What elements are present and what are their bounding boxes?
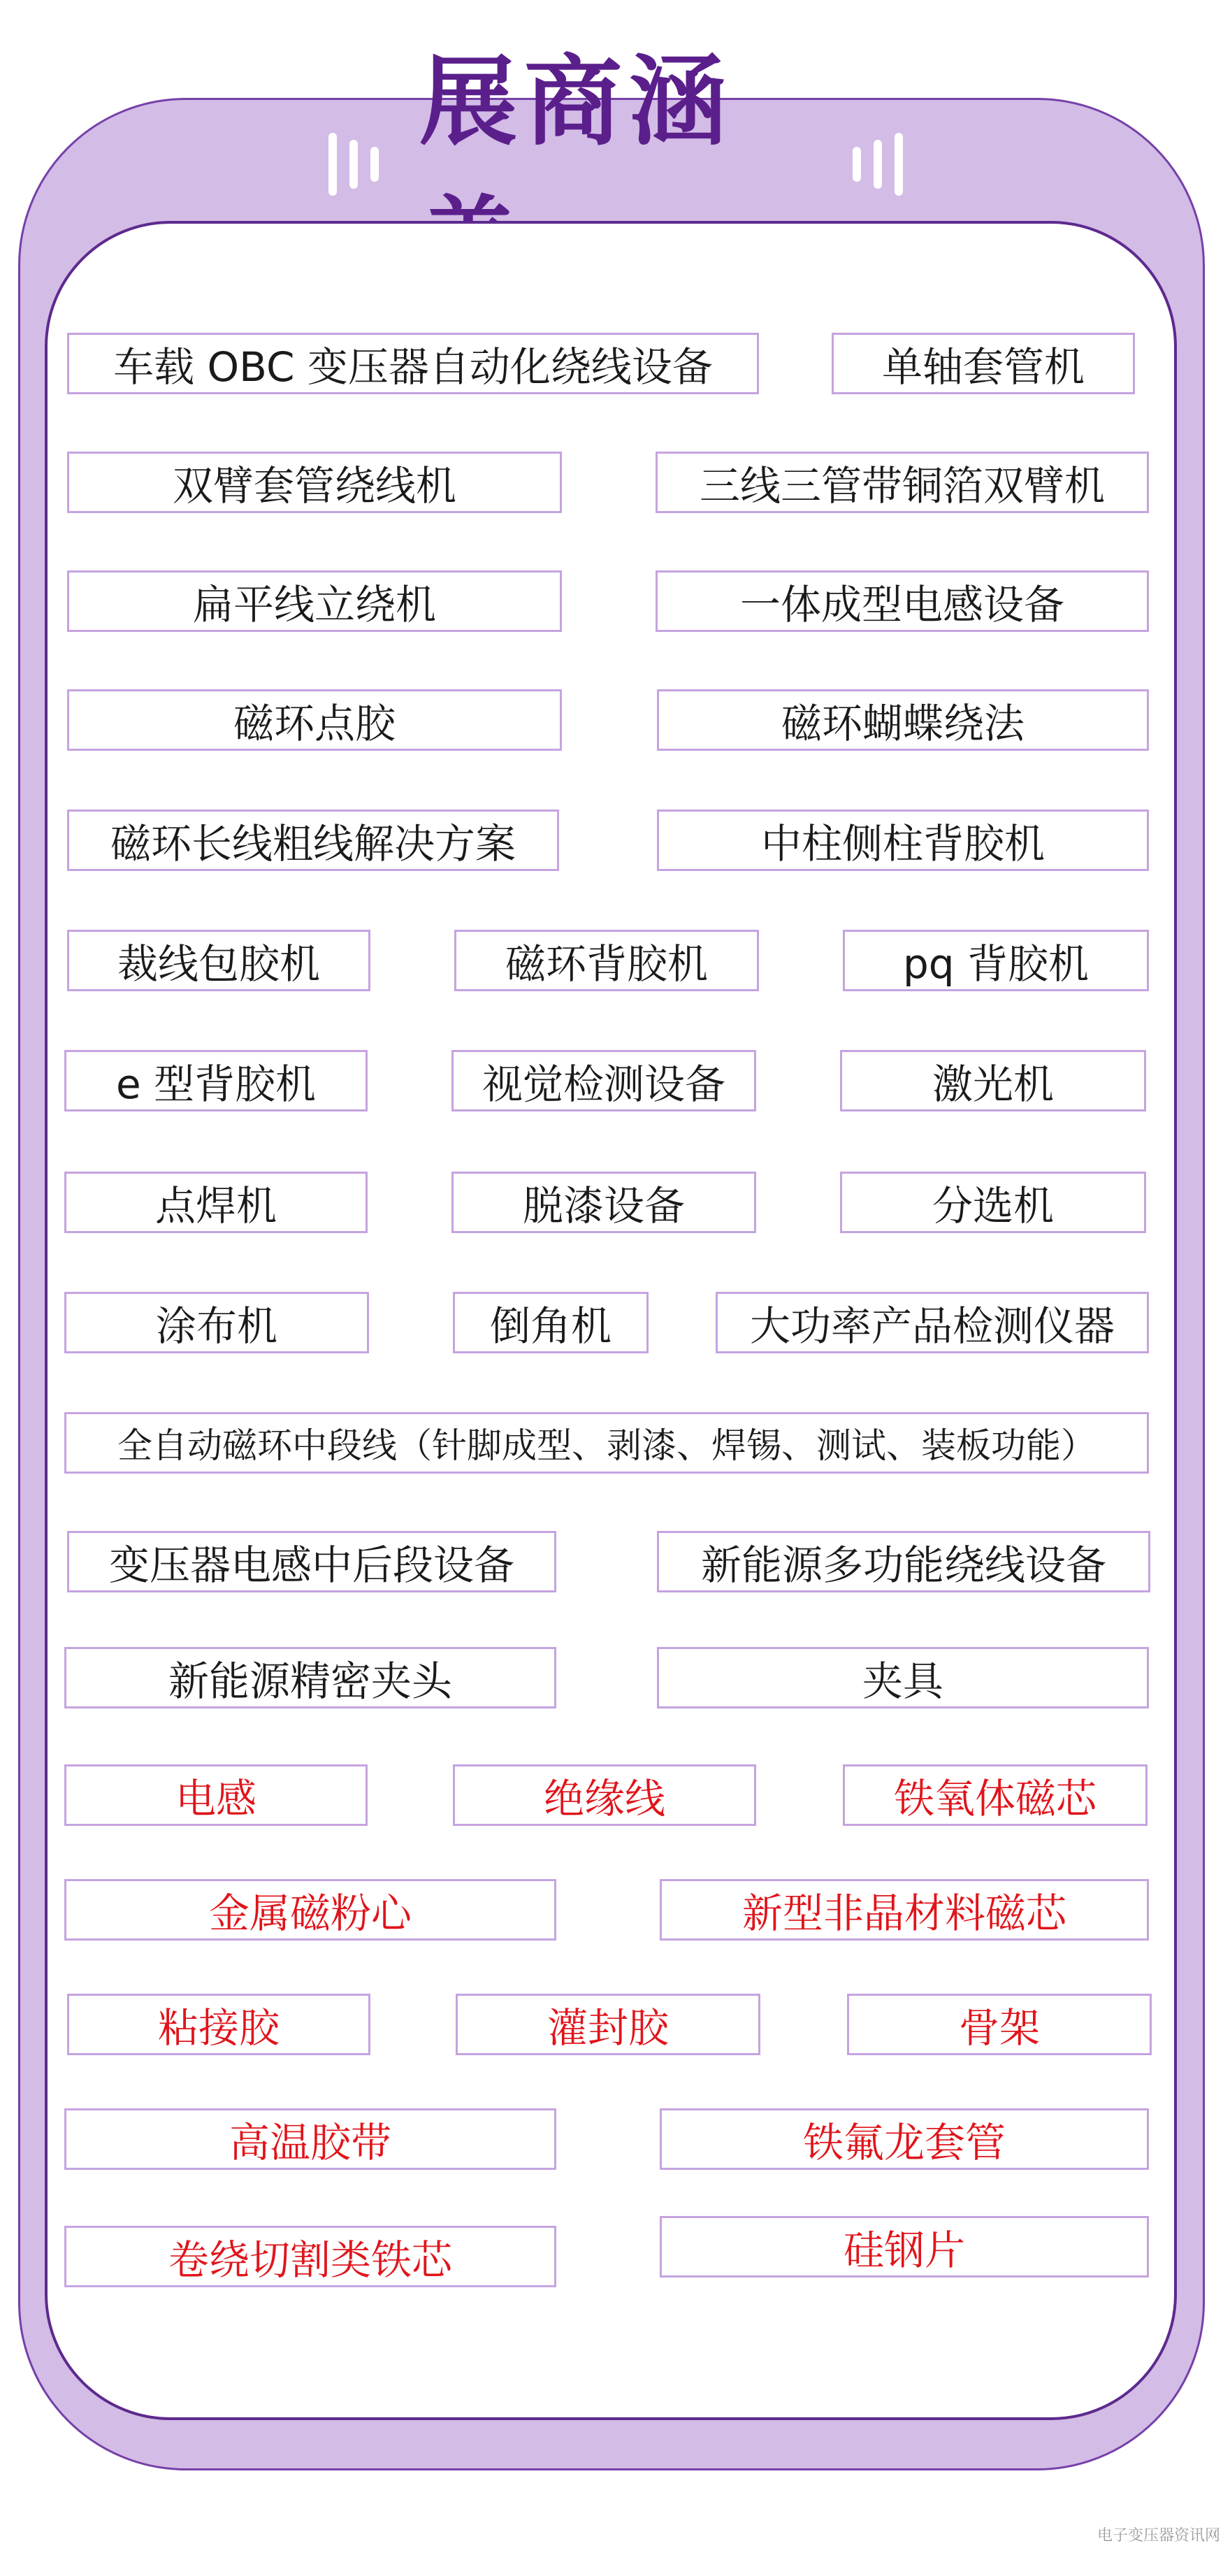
exhibit-tag: 一体成型电感设备 (656, 570, 1149, 632)
material-tag: 高温胶带 (64, 2108, 556, 2170)
exhibit-tag: 全自动磁环中段线（针脚成型、剥漆、焊锡、测试、装板功能） (64, 1412, 1149, 1474)
exhibit-tag: 大功率产品检测仪器 (716, 1292, 1149, 1353)
exhibit-tag: 中柱侧柱背胶机 (657, 810, 1149, 871)
material-tag: 绝缘线 (453, 1764, 756, 1826)
title-decoration-left (328, 129, 379, 199)
material-tag: 卷绕切割类铁芯 (64, 2226, 556, 2287)
exhibit-tag: 夹具 (657, 1647, 1149, 1708)
exhibit-tag: 变压器电感中后段设备 (67, 1531, 556, 1592)
exhibit-tag: 扁平线立绕机 (67, 570, 562, 632)
exhibit-tag: e 型背胶机 (64, 1050, 368, 1111)
exhibit-tag: 单轴套管机 (832, 333, 1135, 394)
exhibit-tag: 点焊机 (64, 1172, 368, 1233)
watermark: 电子变压器资讯网 (1097, 2527, 1221, 2545)
exhibit-tag: 双臂套管绕线机 (67, 452, 562, 513)
exhibit-tag: 分选机 (840, 1172, 1146, 1233)
material-tag: 金属磁粉心 (64, 1879, 556, 1941)
material-tag: 铁氟龙套管 (660, 2108, 1149, 2170)
material-tag: 新型非晶材料磁芯 (660, 1879, 1149, 1941)
exhibit-tag: 磁环蝴蝶绕法 (657, 689, 1149, 751)
exhibit-tag: 车载 OBC 变压器自动化绕线设备 (67, 333, 759, 394)
exhibit-tag: 新能源精密夹头 (64, 1647, 556, 1708)
material-tag: 粘接胶 (67, 1994, 370, 2055)
title-decoration-right (853, 129, 903, 199)
exhibit-tag: 脱漆设备 (451, 1172, 756, 1233)
material-tag: 铁氧体磁芯 (843, 1764, 1148, 1826)
exhibit-tag: 磁环点胶 (67, 689, 562, 751)
exhibit-tag: 视觉检测设备 (451, 1050, 756, 1111)
exhibit-tag: 裁线包胶机 (67, 930, 370, 991)
exhibit-tag: pq 背胶机 (843, 930, 1149, 991)
material-tag: 硅钢片 (660, 2216, 1149, 2278)
exhibit-tag: 新能源多功能绕线设备 (657, 1531, 1150, 1592)
exhibit-tag: 涂布机 (64, 1292, 369, 1353)
material-tag: 电感 (64, 1764, 368, 1826)
material-tag: 灌封胶 (456, 1994, 760, 2055)
exhibit-tag: 激光机 (840, 1050, 1146, 1111)
material-tag: 骨架 (847, 1994, 1152, 2055)
exhibit-tag: 磁环背胶机 (454, 930, 759, 991)
page-title: 展商涵 (419, 45, 734, 159)
exhibit-tag: 三线三管带铜箔双臂机 (656, 452, 1149, 513)
exhibit-tag: 磁环长线粗线解决方案 (67, 810, 559, 871)
exhibit-tag: 倒角机 (453, 1292, 649, 1353)
